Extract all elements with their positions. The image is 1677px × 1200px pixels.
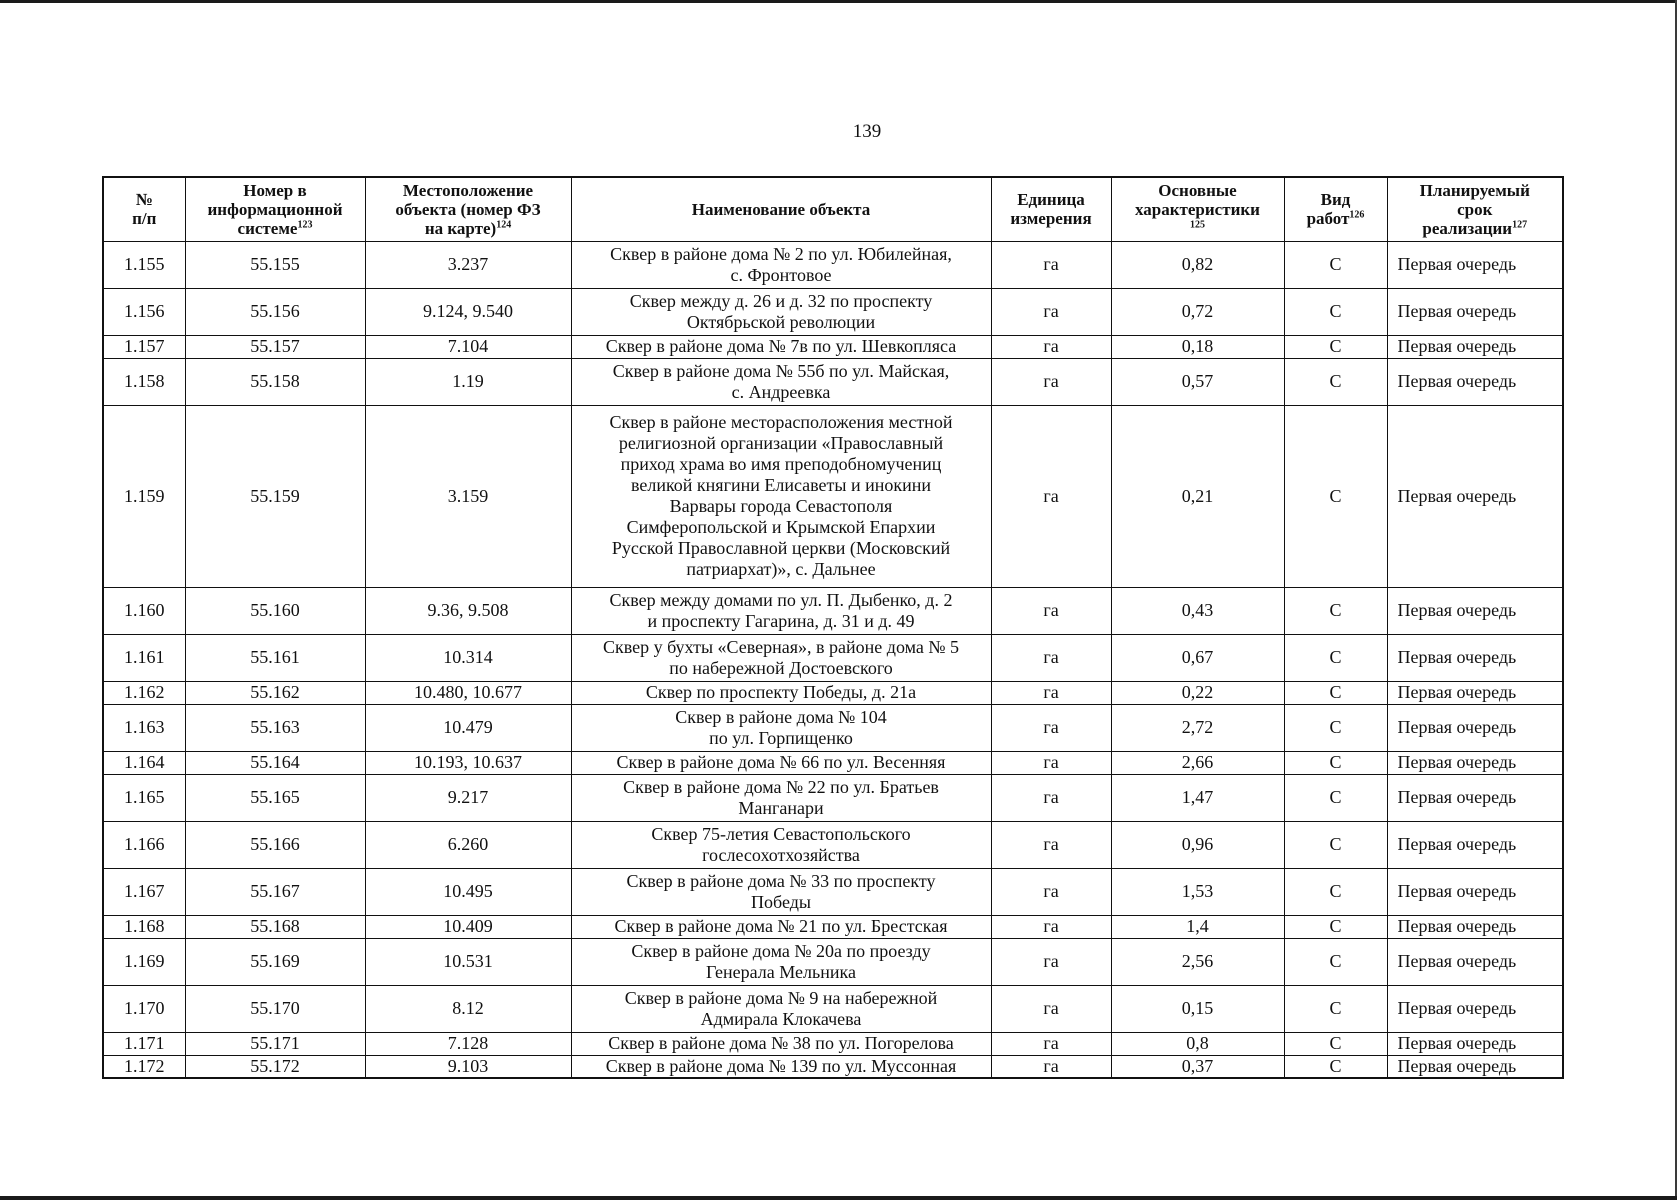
table-row	[103, 288, 1563, 335]
row-characteristic: 2,56	[1111, 938, 1284, 985]
footnote-ref: 127	[1512, 219, 1528, 231]
row-location: 10.480, 10.677	[365, 681, 571, 704]
object-name-line: Сквер в районе дома № 22 по ул. Братьев	[623, 776, 939, 797]
row-work-type: С	[1284, 681, 1387, 704]
row-term: Первая очередь	[1387, 405, 1563, 587]
object-name-line: с. Андреевка	[731, 381, 831, 402]
row-object-name	[571, 938, 991, 985]
object-name-line: и проспекту Гагарина, д. 31 и д. 49	[647, 610, 915, 631]
object-name-line: великой княгини Елисаветы и инокини	[630, 475, 932, 495]
row-characteristic: 0,67	[1111, 634, 1284, 681]
row-info-number: 55.166	[185, 821, 365, 868]
row-work-type: С	[1284, 1055, 1387, 1078]
row-characteristic: 0,96	[1111, 821, 1284, 868]
object-name-line: Варвары города Севастополя	[669, 496, 893, 516]
row-object-name	[571, 1032, 991, 1055]
row-object-name	[571, 774, 991, 821]
header-characteristics	[1111, 177, 1284, 241]
object-name-line: Сквер в районе дома № 21 по ул. Брестская	[614, 916, 948, 936]
row-location: 6.260	[365, 821, 571, 868]
row-info-number: 55.169	[185, 938, 365, 985]
row-term: Первая очередь	[1387, 241, 1563, 288]
row-object-name	[571, 681, 991, 704]
table-row	[103, 751, 1563, 774]
row-characteristic: 0,22	[1111, 681, 1284, 704]
object-name-line: Сквер по проспекту Победы, д. 21а	[645, 682, 917, 702]
row-work-type: С	[1284, 1032, 1387, 1055]
row-work-type: С	[1284, 634, 1387, 681]
object-name-line: с. Фронтовое	[730, 264, 832, 285]
row-term: Первая очередь	[1387, 681, 1563, 704]
footnote-ref: 124	[496, 219, 512, 231]
row-unit: га	[991, 335, 1111, 358]
row-term: Первая очередь	[1387, 335, 1563, 358]
row-unit: га	[991, 821, 1111, 868]
row-object-name	[571, 868, 991, 915]
row-num: 1.164	[103, 751, 185, 774]
row-unit: га	[991, 241, 1111, 288]
row-characteristic: 0,57	[1111, 358, 1284, 405]
object-name-line: патриархат)», с. Дальнее	[686, 559, 876, 579]
row-unit: га	[991, 938, 1111, 985]
footnote-ref: 125	[1190, 219, 1205, 231]
table-header-row	[103, 177, 1563, 241]
row-info-number: 55.158	[185, 358, 365, 405]
row-info-number: 55.156	[185, 288, 365, 335]
header-work-line: работ	[1306, 209, 1350, 229]
row-term: Первая очередь	[1387, 704, 1563, 751]
table-row	[103, 358, 1563, 405]
row-characteristic: 0,82	[1111, 241, 1284, 288]
header-term-line: срок	[1457, 199, 1493, 219]
table-row	[103, 634, 1563, 681]
object-name-line: Сквер в районе дома № 20а по проезду	[631, 940, 931, 961]
object-name-line: Русской Православной церкви (Московский	[611, 538, 951, 558]
row-location: 10.531	[365, 938, 571, 985]
row-location: 9.36, 9.508	[365, 587, 571, 634]
row-location: 3.237	[365, 241, 571, 288]
object-name-line: Манганари	[738, 797, 824, 818]
header-location	[365, 177, 571, 241]
row-term: Первая очередь	[1387, 868, 1563, 915]
page-number: 139	[852, 121, 882, 142]
row-work-type: С	[1284, 868, 1387, 915]
row-info-number: 55.163	[185, 704, 365, 751]
row-unit: га	[991, 915, 1111, 938]
table-row	[103, 938, 1563, 985]
object-name-line: приход храма во имя преподобномучениц	[620, 454, 942, 474]
row-term: Первая очередь	[1387, 1055, 1563, 1078]
row-location: 10.495	[365, 868, 571, 915]
header-num-line: №	[135, 190, 153, 210]
object-name-line: Сквер 75-летия Севастопольского	[651, 823, 911, 844]
row-num: 1.155	[103, 241, 185, 288]
table-row	[103, 1055, 1563, 1078]
header-unit-line: измерения	[1010, 209, 1092, 229]
row-info-number: 55.165	[185, 774, 365, 821]
row-unit: га	[991, 985, 1111, 1032]
row-num: 1.171	[103, 1032, 185, 1055]
header-info-line: системе	[237, 218, 298, 238]
row-location: 10.314	[365, 634, 571, 681]
row-num: 1.172	[103, 1055, 185, 1078]
object-name-line: религиозной организации «Православный	[618, 433, 944, 453]
row-characteristic: 0,21	[1111, 405, 1284, 587]
row-characteristic: 0,43	[1111, 587, 1284, 634]
row-work-type: С	[1284, 241, 1387, 288]
row-num: 1.168	[103, 915, 185, 938]
row-info-number: 55.160	[185, 587, 365, 634]
row-object-name	[571, 335, 991, 358]
row-info-number: 55.168	[185, 915, 365, 938]
objects-table	[102, 176, 1564, 1079]
row-object-name	[571, 1055, 991, 1078]
header-name: Наименование объекта	[571, 177, 991, 241]
row-location: 1.19	[365, 358, 571, 405]
row-work-type: С	[1284, 288, 1387, 335]
row-info-number: 55.170	[185, 985, 365, 1032]
row-term: Первая очередь	[1387, 915, 1563, 938]
scan-edge-bottom	[0, 1196, 1677, 1200]
object-name-line: Генерала Мельника	[706, 961, 856, 982]
row-term: Первая очередь	[1387, 587, 1563, 634]
row-info-number: 55.155	[185, 241, 365, 288]
row-term: Первая очередь	[1387, 985, 1563, 1032]
row-term: Первая очередь	[1387, 358, 1563, 405]
row-characteristic: 0,8	[1111, 1032, 1284, 1055]
row-work-type: С	[1284, 335, 1387, 358]
row-unit: га	[991, 587, 1111, 634]
row-term: Первая очередь	[1387, 634, 1563, 681]
row-work-type: С	[1284, 915, 1387, 938]
row-work-type: С	[1284, 358, 1387, 405]
row-unit: га	[991, 288, 1111, 335]
row-location: 7.128	[365, 1032, 571, 1055]
row-object-name	[571, 704, 991, 751]
table-row	[103, 821, 1563, 868]
table-row	[103, 681, 1563, 704]
footnote-ref: 123	[297, 219, 313, 231]
row-term: Первая очередь	[1387, 821, 1563, 868]
header-unit-line: Единица	[1017, 190, 1085, 210]
row-term: Первая очередь	[1387, 938, 1563, 985]
row-term: Первая очередь	[1387, 288, 1563, 335]
row-num: 1.166	[103, 821, 185, 868]
row-info-number: 55.164	[185, 751, 365, 774]
row-num: 1.156	[103, 288, 185, 335]
row-unit: га	[991, 1055, 1111, 1078]
row-object-name	[571, 751, 991, 774]
row-object-name	[571, 821, 991, 868]
header-num	[103, 177, 185, 241]
object-name-line: Сквер между домами по ул. П. Дыбенко, д. 2	[609, 589, 953, 610]
row-location: 7.104	[365, 335, 571, 358]
row-num: 1.161	[103, 634, 185, 681]
table-row	[103, 985, 1563, 1032]
row-location: 10.409	[365, 915, 571, 938]
row-characteristic: 1,53	[1111, 868, 1284, 915]
row-characteristic: 2,66	[1111, 751, 1284, 774]
row-work-type: С	[1284, 405, 1387, 587]
row-work-type: С	[1284, 704, 1387, 751]
row-object-name	[571, 985, 991, 1032]
footnote-ref: 126	[1349, 209, 1365, 221]
row-num: 1.159	[103, 405, 185, 587]
header-location-line: Местоположение	[402, 180, 534, 200]
header-char-line: характеристики	[1135, 199, 1260, 219]
object-name-line: Сквер в районе дома № 33 по проспекту	[626, 870, 936, 891]
object-name-line: гослесохотхозяйства	[702, 844, 860, 865]
row-unit: га	[991, 868, 1111, 915]
object-name-line: Сквер в районе дома № 2 по ул. Юбилейная,	[610, 243, 952, 264]
row-work-type: С	[1284, 985, 1387, 1032]
object-name-line: по ул. Горпищенко	[709, 727, 853, 748]
row-object-name	[571, 288, 991, 335]
header-info-number	[185, 177, 365, 241]
row-characteristic: 1,4	[1111, 915, 1284, 938]
object-name-line: Сквер в районе дома № 9 на набережной	[624, 987, 938, 1008]
row-num: 1.167	[103, 868, 185, 915]
row-object-name	[571, 358, 991, 405]
header-work-line: Вид	[1320, 190, 1351, 210]
row-term: Первая очередь	[1387, 774, 1563, 821]
object-name-line: Адмирала Клокачева	[700, 1008, 862, 1029]
table-row	[103, 587, 1563, 634]
row-term: Первая очередь	[1387, 751, 1563, 774]
object-name-line: по набережной Достоевского	[669, 657, 893, 678]
row-num: 1.160	[103, 587, 185, 634]
row-characteristic: 0,72	[1111, 288, 1284, 335]
row-info-number: 55.167	[185, 868, 365, 915]
header-work-type	[1284, 177, 1387, 241]
table-row	[103, 868, 1563, 915]
row-characteristic: 0,15	[1111, 985, 1284, 1032]
header-char-line: Основные	[1158, 180, 1237, 200]
row-work-type: С	[1284, 751, 1387, 774]
row-object-name	[571, 587, 991, 634]
row-location: 3.159	[365, 405, 571, 587]
row-unit: га	[991, 681, 1111, 704]
object-name-line: Сквер у бухты «Северная», в районе дома № 5	[602, 636, 960, 657]
object-name-line: Сквер в районе месторасположения местной	[609, 412, 953, 432]
row-unit: га	[991, 634, 1111, 681]
row-info-number: 55.162	[185, 681, 365, 704]
row-characteristic: 0,18	[1111, 335, 1284, 358]
header-num-line: п/п	[132, 209, 157, 229]
object-name-line: Сквер между д. 26 и д. 32 по проспекту	[629, 290, 933, 311]
row-num: 1.170	[103, 985, 185, 1032]
row-info-number: 55.172	[185, 1055, 365, 1078]
row-info-number: 55.159	[185, 405, 365, 587]
row-characteristic: 1,47	[1111, 774, 1284, 821]
row-num: 1.169	[103, 938, 185, 985]
scan-edge-top	[0, 0, 1677, 3]
row-object-name	[571, 915, 991, 938]
object-name-line: Победы	[751, 891, 811, 912]
row-num: 1.163	[103, 704, 185, 751]
object-name-line: Октябрьской революции	[686, 311, 876, 332]
header-info-line: Номер в	[243, 180, 307, 200]
row-work-type: С	[1284, 821, 1387, 868]
table-row	[103, 915, 1563, 938]
header-unit	[991, 177, 1111, 241]
row-info-number: 55.171	[185, 1032, 365, 1055]
header-info-line: информационной	[207, 199, 343, 219]
table-row	[103, 335, 1563, 358]
row-location: 9.217	[365, 774, 571, 821]
row-term: Первая очередь	[1387, 1032, 1563, 1055]
table-row	[103, 241, 1563, 288]
row-location: 10.193, 10.637	[365, 751, 571, 774]
row-num: 1.162	[103, 681, 185, 704]
header-term-line: Планируемый	[1419, 180, 1530, 200]
object-name-line: Сквер в районе дома № 66 по ул. Весенняя	[616, 752, 946, 772]
object-name-line: Сквер в районе дома № 38 по ул. Погорелова	[608, 1033, 954, 1053]
row-info-number: 55.157	[185, 335, 365, 358]
table-row	[103, 1032, 1563, 1055]
object-name-line: Симферопольской и Крымской Епархии	[626, 517, 936, 537]
table-body	[103, 241, 1563, 1078]
row-info-number: 55.161	[185, 634, 365, 681]
row-num: 1.158	[103, 358, 185, 405]
row-unit: га	[991, 774, 1111, 821]
row-object-name	[571, 241, 991, 288]
row-work-type: С	[1284, 938, 1387, 985]
row-object-name	[571, 405, 991, 587]
object-name-line: Сквер в районе дома № 55б по ул. Майская,	[612, 360, 950, 381]
object-name-line: Сквер в районе дома № 104	[675, 706, 887, 727]
row-unit: га	[991, 1032, 1111, 1055]
row-location: 9.124, 9.540	[365, 288, 571, 335]
header-term-line: реализации	[1422, 218, 1513, 238]
table-row	[103, 405, 1563, 587]
row-unit: га	[991, 405, 1111, 587]
row-object-name	[571, 634, 991, 681]
row-characteristic: 0,37	[1111, 1055, 1284, 1078]
row-num: 1.165	[103, 774, 185, 821]
header-term	[1387, 177, 1563, 241]
row-location: 9.103	[365, 1055, 571, 1078]
row-location: 8.12	[365, 985, 571, 1032]
row-num: 1.157	[103, 335, 185, 358]
row-work-type: С	[1284, 587, 1387, 634]
header-location-line: объекта (номер ФЗ	[395, 199, 541, 219]
table-row	[103, 774, 1563, 821]
row-unit: га	[991, 751, 1111, 774]
row-work-type: С	[1284, 774, 1387, 821]
object-name-line: Сквер в районе дома № 7в по ул. Шевкопляса	[605, 336, 957, 356]
row-unit: га	[991, 358, 1111, 405]
row-unit: га	[991, 704, 1111, 751]
row-characteristic: 2,72	[1111, 704, 1284, 751]
table-row	[103, 704, 1563, 751]
object-name-line: Сквер в районе дома № 139 по ул. Муссонная	[605, 1055, 957, 1076]
header-location-line: на карте)	[424, 218, 497, 238]
row-location: 10.479	[365, 704, 571, 751]
